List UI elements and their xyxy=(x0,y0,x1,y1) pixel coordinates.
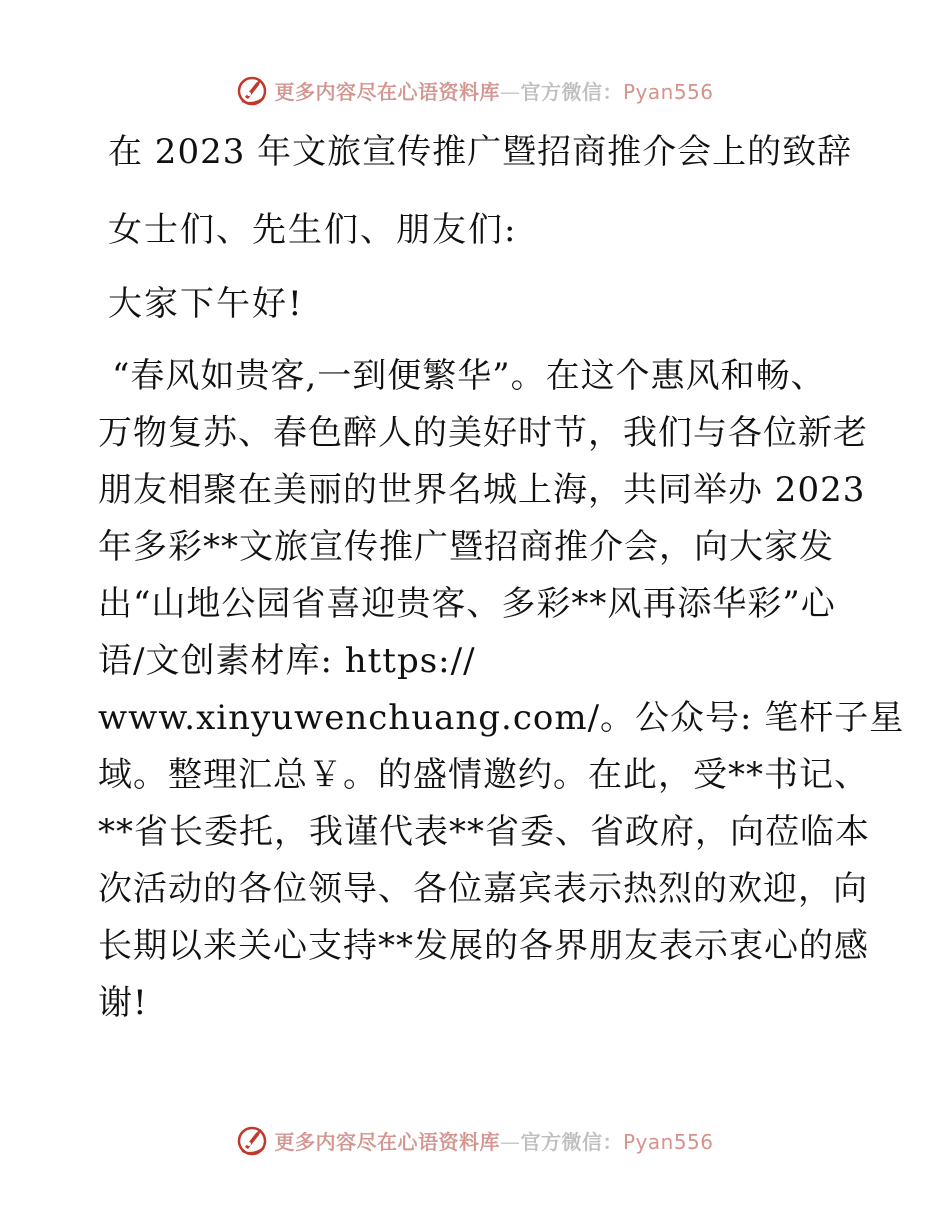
header-wechat-label: 官方微信： xyxy=(520,79,623,104)
body-line: 语/文创素材库: https:// xyxy=(98,641,476,681)
body-line: 年多彩**文旅宣传推广暨招商推介会，向大家发 xyxy=(98,527,834,567)
header-watermark-text xyxy=(274,76,713,105)
salutation: 女士们、先生们、朋友们: xyxy=(108,210,518,250)
footer-wechat-id: Pyan556 xyxy=(622,1129,714,1154)
header-brand-text: 更多内容尽在心语资料库 xyxy=(274,79,500,104)
body-line: 域。整理汇总￥。的盛情邀约。在此，受**书记、 xyxy=(98,755,869,795)
pen-nib-logo-icon xyxy=(236,73,270,107)
body-line: www.xinyuwenchuang.com/。公众号: 笔杆子星 xyxy=(98,698,905,738)
footer-dash: — xyxy=(499,1129,521,1154)
body-line: “春风如贵客,一到便繁华”。在这个惠风和畅、 xyxy=(112,356,826,396)
footer-brand-text: 更多内容尽在心语资料库 xyxy=(274,1129,500,1154)
body-line: 万物复苏、春色醉人的美好时节，我们与各位新老 xyxy=(98,413,868,453)
header-watermark-banner xyxy=(0,70,950,110)
body-line: 出“山地公园省喜迎贵客、多彩**风再添华彩”心 xyxy=(98,584,836,624)
header-dash: — xyxy=(499,79,521,104)
body-line: 次活动的各位领导、各位嘉宾表示热烈的欢迎，向 xyxy=(98,869,868,909)
footer-watermark-banner xyxy=(0,1120,950,1160)
body-line: 长期以来关心支持**发展的各界朋友表示衷心的感 xyxy=(98,926,869,966)
document-title: 在 2023 年文旅宣传推广暨招商推介会上的致辞 xyxy=(108,132,853,172)
greeting: 大家下午好! xyxy=(108,284,304,324)
footer-watermark-text xyxy=(274,1126,713,1155)
body-line: 朋友相聚在美丽的世界名城上海，共同举办 2023 xyxy=(98,470,866,510)
header-wechat-id: Pyan556 xyxy=(622,79,714,104)
pen-nib-logo-icon xyxy=(236,1123,270,1157)
footer-wechat-label: 官方微信： xyxy=(520,1129,623,1154)
body-line: **省长委托，我谨代表**省委、省政府，向莅临本 xyxy=(98,812,870,852)
body-line: 谢! xyxy=(98,983,148,1023)
